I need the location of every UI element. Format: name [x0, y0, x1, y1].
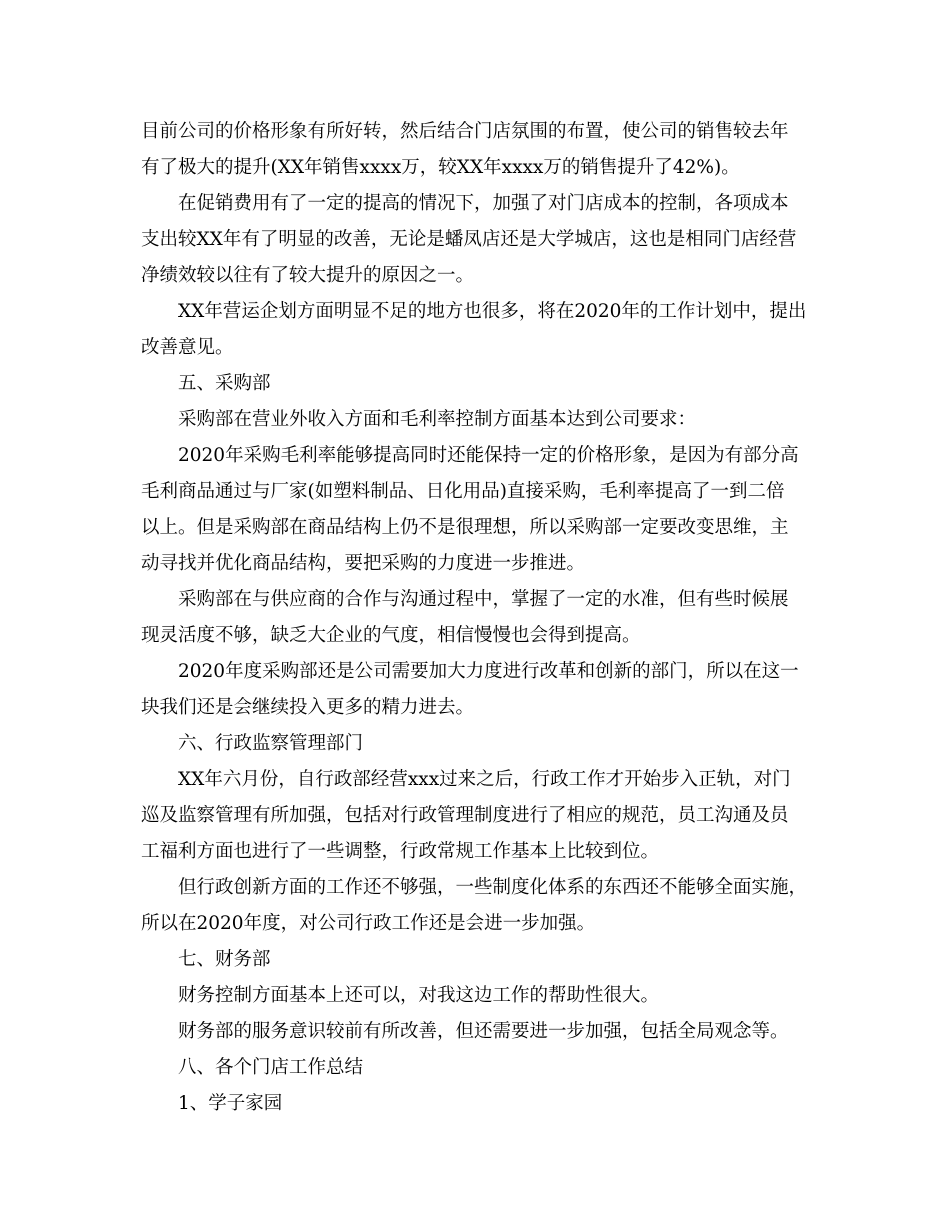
- section-heading-purchasing: 五、采购部: [178, 373, 271, 394]
- paragraph-start-line: 在促销费用有了一定的提高的情况下，加强了对门店成本的控制，各项成本: [178, 193, 789, 214]
- text-line: 支出较XX年有了明显的改善，无论是蟠凤店还是大学城店，这也是相同门店经营: [141, 229, 797, 250]
- text-line: 工福利方面也进行了一些调整，行政常规工作基本上比较到位。: [141, 841, 660, 862]
- paragraph-start-line: 2020年度采购部还是公司需要加大力度进行改革和创新的部门，所以在这一: [178, 661, 799, 682]
- text-line: 有了极大的提升(XX年销售xxxx万，较XX年xxxx万的销售提升了42%)。: [141, 157, 740, 178]
- paragraph-start-line: XX年六月份，自行政部经营xxx过来之后，行政工作才开始步入正轨，对门: [178, 769, 791, 790]
- text-line: 目前公司的价格形象有所好转，然后结合门店氛围的布置，使公司的销售较去年: [141, 121, 789, 142]
- section-heading-stores: 八、各个门店工作总结: [178, 1057, 364, 1078]
- paragraph-start-line: XX年营运企划方面明显不足的地方也很多，将在2020年的工作计划中，提出: [178, 301, 807, 322]
- paragraph-start-line: 但行政创新方面的工作还不够强，一些制度化体系的东西还不能够全面实施，: [178, 877, 808, 898]
- section-heading-admin: 六、行政监察管理部门: [178, 733, 364, 754]
- text-line: 以上。但是采购部在商品结构上仍不是很理想，所以采购部一定要改变思维，主: [141, 517, 789, 538]
- text-line: 块我们还是会继续投入更多的精力进去。: [141, 697, 475, 718]
- text-line: 净绩效较以往有了较大提升的原因之一。: [141, 265, 475, 286]
- text-line: 巡及监察管理有所加强，包括对行政管理制度进行了相应的规范，员工沟通及员: [141, 805, 789, 826]
- document-body: [141, 114, 809, 1122]
- text-line: 所以在2020年度，对公司行政工作还是会进一步加强。: [141, 913, 596, 934]
- text-line: 改善意见。: [141, 337, 234, 358]
- paragraph-start-line: 财务部的服务意识较前有所改善，但还需要进一步加强，包括全局观念等。: [178, 1021, 789, 1042]
- text-line: 现灵活度不够，缺乏大企业的气度，相信慢慢也会得到提高。: [141, 625, 641, 646]
- paragraph-start-line: 财务控制方面基本上还可以，对我这边工作的帮助性很大。: [178, 985, 660, 1006]
- text-line: 毛利商品通过与厂家(如塑料制品、日化用品)直接采购，毛利率提高了一到二倍: [141, 481, 785, 502]
- text-line: 动寻找并优化商品结构，要把采购的力度进一步推进。: [141, 553, 586, 574]
- paragraph-start-line: 采购部在营业外收入方面和毛利率控制方面基本达到公司要求：: [178, 409, 697, 430]
- section-heading-finance: 七、财务部: [178, 949, 271, 970]
- paragraph-start-line: 采购部在与供应商的合作与沟通过程中，掌握了一定的水准，但有些时候展: [178, 589, 789, 610]
- subsection-heading-xuezi-jiayuan: 1、学子家园: [178, 1093, 283, 1114]
- paragraph-start-line: 2020年采购毛利率能够提高同时还能保持一定的价格形象，是因为有部分高: [178, 445, 799, 466]
